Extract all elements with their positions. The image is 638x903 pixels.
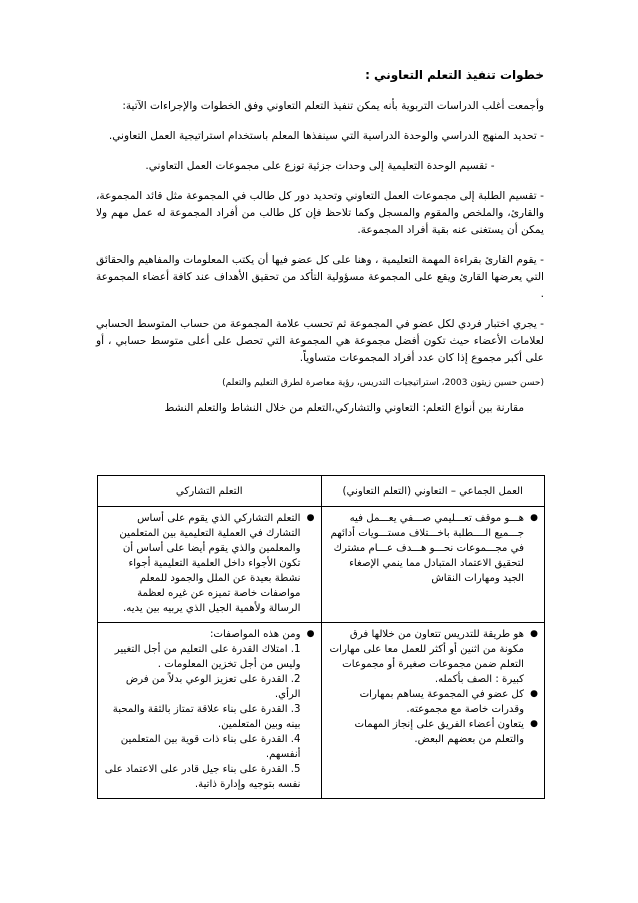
header-participatory: التعلم التشاركي	[98, 476, 322, 507]
list-item: ● كل عضو في المجموعة يساهم بمهارات وقدرات خاصة مع مجموعته.	[328, 687, 525, 717]
citation: (حسن حسين زيتون 2003، استراتيجيات التدريس، رؤية معاصرة لطرق التعليم والتعلم)	[222, 378, 544, 388]
step-paragraph: - يجري اختبار فردي لكل عضو في المجموعة ثم تحسب علامة المجموعة من حساب المتوسط الحسابي لعلامات الأعضاء حيث تكون أفضل مجموعة هي المجموعة التي تحصل على أعلى متوسط حسابي ، أو على أكبر مجموع إذا كان عدد أفراد المجموعات متساوياً.	[96, 318, 544, 364]
list-item: ● هـــو موقف تعـــليمي صـــفي يعـــمل فيه جـــميع الــــطلبة باخـــتلاف مستـــويات أدائهم في مجـــموعات نحـــو هـــدف عـــام مشترك لتحقيق الاعتماد المتبادل مما ينمي الإصغاء الجيد ومهارات النقاش	[328, 511, 525, 586]
feature-item: 2. القدرة على تعزيز الوعي بدلاً من فرض الرأي.	[125, 674, 301, 700]
table-row	[98, 623, 545, 799]
comparison-table	[97, 475, 545, 799]
step-paragraph: - تقسيم الوحدة التعليمية إلى وحدات جزئية توزع على مجموعات العمل التعاوني.	[145, 160, 495, 172]
step-paragraph: - يقوم القارئ بقراءة المهمة التعليمية ، وهنا على كل عضو فيها أن يكتب المعلومات والمفاهيم والحقائق التي يعرضها القارئ ويقع على المجموعة مسؤولية التأكد من تحقيق الأهداف عند كافة أعضاء المجموعة .	[96, 254, 544, 300]
list-item: ● هو طريقة للتدريس تتعاون من خلالها فرق مكونة من اثنين أو أكثر للعمل معا على مهارات التعلم ضمن مجموعات صغيرة أو مجموعات كبيرة : الصف بأكمله.	[328, 627, 525, 687]
header-cooperative: العمل الجماعي – التعاوني (التعلم التعاوني)	[321, 476, 545, 507]
list-item	[104, 627, 301, 792]
cell-participatory-features	[98, 623, 322, 799]
list-item: ● التعلم التشاركي الذي يقوم على أساس التشارك في العملية التعليمية بين المتعلمين والمعلمين والذي يقوم أيضا على أساس أن تكون الأجواء داخل العلمية التعليمية أجواء نشطة بعيدة عن الملل والجمود للمعلم مواصفات خاصة تميزه عن غيره لعظمة الرسالة ولأهمية الجيل الذي يربيه بين يديه.	[104, 511, 301, 616]
feature-item: 1. امتلاك القدرة على التعليم من أجل التغيير وليس من أجل تخزين المعلومات .	[114, 644, 301, 670]
step-paragraph: - تقسيم الطلبة إلى مجموعات العمل التعاوني وتحديد دور كل طالب في المجموعة مثل قائد المجموعة، والقارئ، والملخص والمقوم والمسجل وكما تلاحظ فإن كل طالب من أفراد المجموعة له عمل مهم ولا يمكن أن يستغنى عنه بقية أفراد المجموعة.	[96, 190, 544, 236]
cell-cooperative-definition	[321, 507, 545, 623]
intro-paragraph: وأجمعت أغلب الدراسات التربوية بأنه يمكن تنفيذ التعلم التعاوني وفق الخطوات والإجراءات الآتية:	[122, 100, 544, 112]
step-paragraph: - تحديد المنهج الدراسي والوحدة الدراسية التي سينفذها المعلم باستخدام استراتيجية العمل التعاوني.	[108, 130, 544, 142]
features-intro: ● ومن هذه المواصفات:	[209, 629, 301, 640]
table-row	[98, 507, 545, 623]
table-header-row	[98, 476, 545, 507]
list-item: ● يتعاون أعضاء الفريق على إنجاز المهمات والتعلم من بعضهم البعض.	[328, 717, 525, 747]
feature-item: 3. القدرة على بناء علاقة تمتاز بالثقة والمحبة بينه وبين المتعلمين.	[112, 704, 301, 730]
cell-participatory-definition	[98, 507, 322, 623]
feature-item: 4. القدرة على بناء ذات قوية بين المتعلمين أنفسهم.	[120, 734, 301, 760]
feature-item: 5. القدرة على بناء جيل قادر على الاعتماد على نفسه بتوجيه وإدارة ذاتية.	[104, 764, 301, 790]
comparison-title: مقارنة بين أنواع التعلم: التعاوني والتشاركي،التعلم من خلال النشاط والتعلم النشط	[164, 402, 524, 414]
document-body	[96, 64, 544, 446]
cell-cooperative-features	[321, 623, 545, 799]
section-heading: خطوات تنفيذ التعلم التعاوني :	[365, 68, 544, 82]
